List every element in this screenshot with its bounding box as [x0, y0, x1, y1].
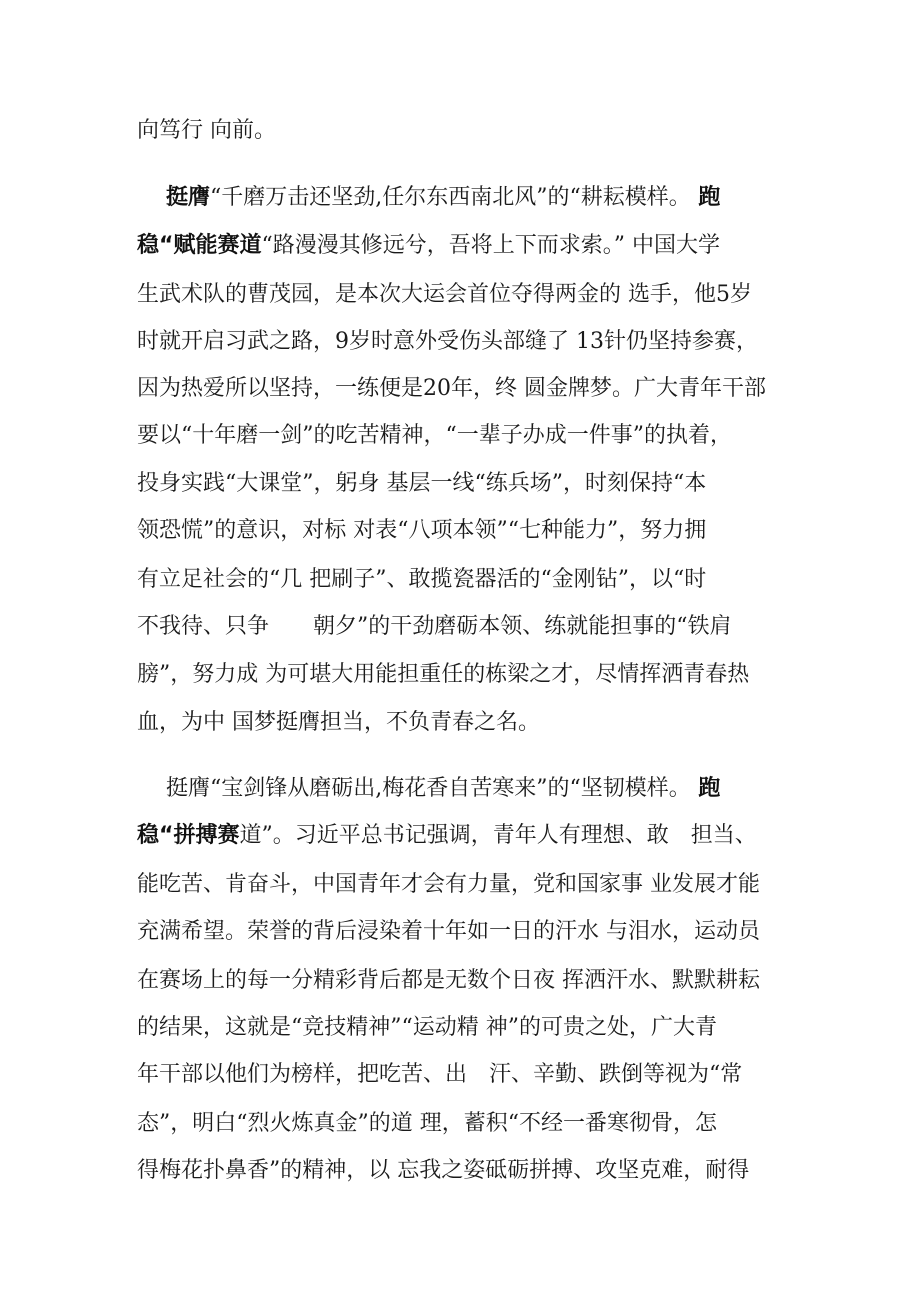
body-text: 能吃苦、肯奋斗，中国青年才会有力量，党和国家事 业发展才能 — [137, 872, 760, 897]
body-text: 得梅花扑鼻香”的精神，以 忘我之姿砥砺拼搏、攻坚克难，耐得 — [137, 1158, 750, 1183]
body-text: 充满希望。荣誉的背后浸染着十年如一日的汗水 与泪水，运动员 — [137, 919, 760, 944]
text-line — [137, 1060, 785, 1090]
text-line — [137, 966, 785, 996]
bold-text: 跑 — [690, 776, 721, 801]
bold-text: 稳“赋能赛道 — [137, 233, 262, 258]
body-text: 因为热爱所以坚持，一练便是20年，终 圆金牌梦。广大青年干部 — [137, 376, 766, 401]
body-text: 挺膺“宝剑锋从磨砺出,梅花香自苦寒来”的“坚韧模样。 — [166, 776, 691, 801]
text-line — [137, 231, 785, 261]
text-line — [137, 1109, 785, 1139]
text-line — [137, 421, 797, 451]
body-text: 向笃行 向前。 — [137, 118, 276, 143]
body-text: 要以“十年磨一剑”的吃苦精神，“一辈子办成一件事”的执着， — [137, 423, 732, 448]
text-line — [137, 708, 557, 738]
text-line — [137, 516, 785, 546]
text-line — [137, 917, 785, 947]
bold-text: 跑 — [690, 185, 721, 210]
body-text: 领恐慌”的意识，对标 对表“八项本领”“七种能力”，努力拥 — [137, 518, 707, 543]
body-text: 的结果，这就是“竞技精神”“运动精 神”的可贵之处，广大青 — [137, 1015, 717, 1040]
text-line — [166, 183, 786, 213]
body-text: 道”。习近平总书记强调，青年人有理想、敢 担当、 — [239, 823, 757, 848]
bold-text: 稳“拼搏赛 — [137, 823, 240, 848]
text-line — [137, 1156, 785, 1186]
body-text: “路漫漫其修远兮，吾将上下而求索。” 中国大学 — [261, 233, 720, 258]
body-text: 不我待、只争 朝夕”的干劲磨砺本领、练就能担事的“铁肩 — [137, 614, 732, 639]
body-text: 在赛场上的每一分精彩背后都是无数个日夜 挥洒汗水、默默耕耘 — [137, 968, 760, 993]
body-text: 膀”，努力成 为可堪大用能担重任的栋梁之才，尽情挥洒青春热 — [137, 662, 750, 687]
text-line — [137, 1013, 785, 1043]
text-line — [137, 374, 785, 404]
text-line — [137, 660, 785, 690]
body-text: 时就开启习武之路，9岁时意外受伤头部缝了 13针仍坚持参赛， — [137, 329, 758, 354]
body-text: 有立足社会的“几 把刷子”、敢揽瓷器活的“金刚钻”，以“时 — [137, 567, 707, 592]
body-text: 态”，明白“烈火炼真金”的道 理，蓄积“不经一番寒彻骨，怎 — [137, 1111, 717, 1136]
text-line — [137, 870, 785, 900]
text-line — [137, 116, 287, 146]
text-line — [137, 280, 785, 310]
text-line — [166, 774, 786, 804]
text-line — [137, 565, 785, 595]
body-text: 血，为中 国梦挺膺担当，不负青春之名。 — [137, 710, 540, 735]
body-text: 生武术队的曹茂园，是本次大运会首位夺得两金的 选手，他5岁 — [137, 282, 752, 307]
text-line — [137, 327, 785, 357]
text-line — [137, 821, 807, 851]
text-line — [137, 612, 785, 642]
body-text: 年干部以他们为榜样，把吃苦、出 汗、辛勤、跌倒等视为“常 — [137, 1062, 743, 1087]
text-line — [137, 469, 785, 499]
bold-text: 挺膺 — [166, 185, 211, 210]
body-text: “千磨万击还坚劲,任尔东西南北风”的“耕耘模样。 — [210, 185, 691, 210]
body-text: 投身实践“大课堂”，躬身 基层一线“练兵场”，时刻保持“本 — [137, 471, 707, 496]
